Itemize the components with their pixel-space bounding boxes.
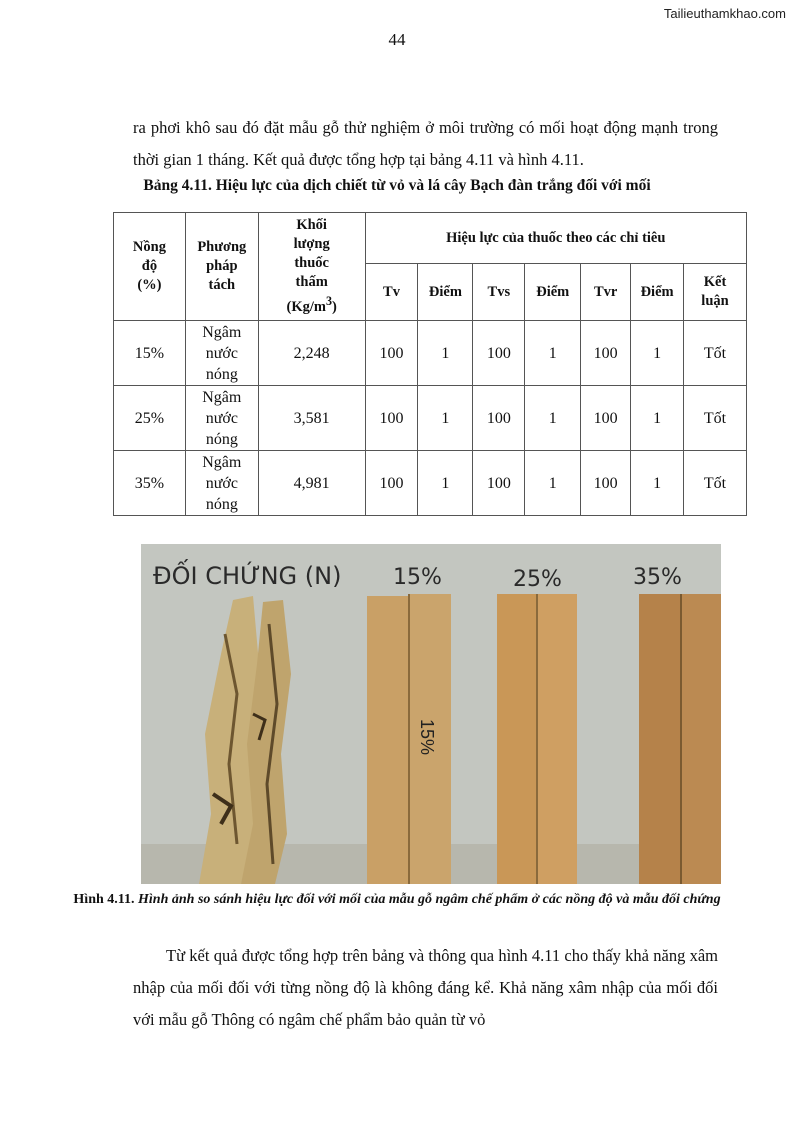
- header-efficacy: Hiệu lực của thuốc theo các chỉ tiêu: [365, 213, 746, 264]
- paragraph-top: ra phơi khô sau đó đặt mẫu gỗ thử nghiệm ở môi trường có mối hoạt động mạnh trong thời gian 1 tháng. Kết quả được tổng hợp tại bảng 4.11 và hình 4.11.: [133, 118, 718, 169]
- cell-method: Ngâm nước nóng: [185, 386, 258, 451]
- cell-concentration: 15%: [114, 321, 186, 386]
- cell-tv: 100: [365, 321, 418, 386]
- cell-conclusion: Tốt: [684, 321, 747, 386]
- paragraph-bottom: Từ kết quả được tổng hợp trên bảng và thông qua hình 4.11 cho thấy khả năng xâm nhập của mối đối với từng nồng độ là không đáng kể. Khả năng xâm nhập của mối đối với mẫu gỗ Thông có ngâm chế phẩm bảo quản từ vỏ: [133, 946, 718, 1029]
- cell-mass: 3,581: [258, 386, 365, 451]
- figure-caption: [0, 888, 794, 912]
- cell-mass: 2,248: [258, 321, 365, 386]
- cell-tv: 100: [365, 451, 418, 516]
- cell-score: 1: [525, 386, 581, 451]
- figure-caption-label: Hình 4.11.: [73, 892, 135, 907]
- table-caption: Bảng 4.11. Hiệu lực của dịch chiết từ vỏ và lá cây Bạch đàn trắng đối với mối: [143, 177, 651, 194]
- header-score-3: Điểm: [631, 264, 684, 321]
- watermark: Tailieuthamkhao.com: [663, 6, 786, 21]
- cell-method: Ngâm nước nóng: [185, 451, 258, 516]
- label-control: ĐỐI CHỨNG (N): [153, 562, 342, 590]
- cell-tvs: 100: [473, 321, 525, 386]
- figure-photo: [141, 544, 721, 884]
- table-row: [114, 451, 747, 516]
- cell-score: 1: [418, 321, 473, 386]
- cell-mass: 4,981: [258, 451, 365, 516]
- cell-tvs: 100: [473, 451, 525, 516]
- cell-score: 1: [631, 386, 684, 451]
- cell-score: 1: [525, 451, 581, 516]
- cell-concentration: 35%: [114, 451, 186, 516]
- header-method: Phương pháp tách: [185, 213, 258, 321]
- cell-score: 1: [525, 321, 581, 386]
- stick-mark: 15%: [417, 719, 437, 756]
- label-35: 35%: [633, 565, 682, 590]
- table-row: [114, 386, 747, 451]
- cell-method: Ngâm nước nóng: [185, 321, 258, 386]
- cell-conclusion: Tốt: [684, 451, 747, 516]
- cell-conclusion: Tốt: [684, 386, 747, 451]
- cell-tvr: 100: [581, 451, 631, 516]
- wood-samples-photo: [141, 544, 721, 884]
- cell-score: 1: [631, 451, 684, 516]
- cell-concentration: 25%: [114, 386, 186, 451]
- header-concentration: Nồng độ (%): [114, 213, 186, 321]
- header-mass: Khối lượng thuốc thấm $(Kg/m^3)$: [258, 213, 365, 321]
- cell-tvr: 100: [581, 386, 631, 451]
- label-25: 25%: [513, 567, 562, 592]
- page-number: 44: [388, 30, 406, 49]
- cell-score: 1: [418, 386, 473, 451]
- header-conclusion: Kết luận: [684, 264, 747, 321]
- sample-15: [367, 594, 451, 884]
- table-row: [114, 321, 747, 386]
- cell-tv: 100: [365, 386, 418, 451]
- header-score-2: Điểm: [525, 264, 581, 321]
- cell-score: 1: [418, 451, 473, 516]
- label-15: 15%: [393, 565, 442, 590]
- sample-35: [639, 594, 721, 884]
- cell-tvs: 100: [473, 386, 525, 451]
- results-table: [113, 212, 747, 516]
- cell-score: 1: [631, 321, 684, 386]
- header-tvs: Tvs: [473, 264, 525, 321]
- header-tvr: Tvr: [581, 264, 631, 321]
- header-score-1: Điểm: [418, 264, 473, 321]
- sample-25: [497, 594, 577, 884]
- cell-tvr: 100: [581, 321, 631, 386]
- figure-caption-text: Hình ảnh so sánh hiệu lực đối với mối của mẫu gỗ ngâm chế phẩm ở các nồng độ và mẫu đối chứng: [138, 892, 721, 907]
- header-tv: Tv: [365, 264, 418, 321]
